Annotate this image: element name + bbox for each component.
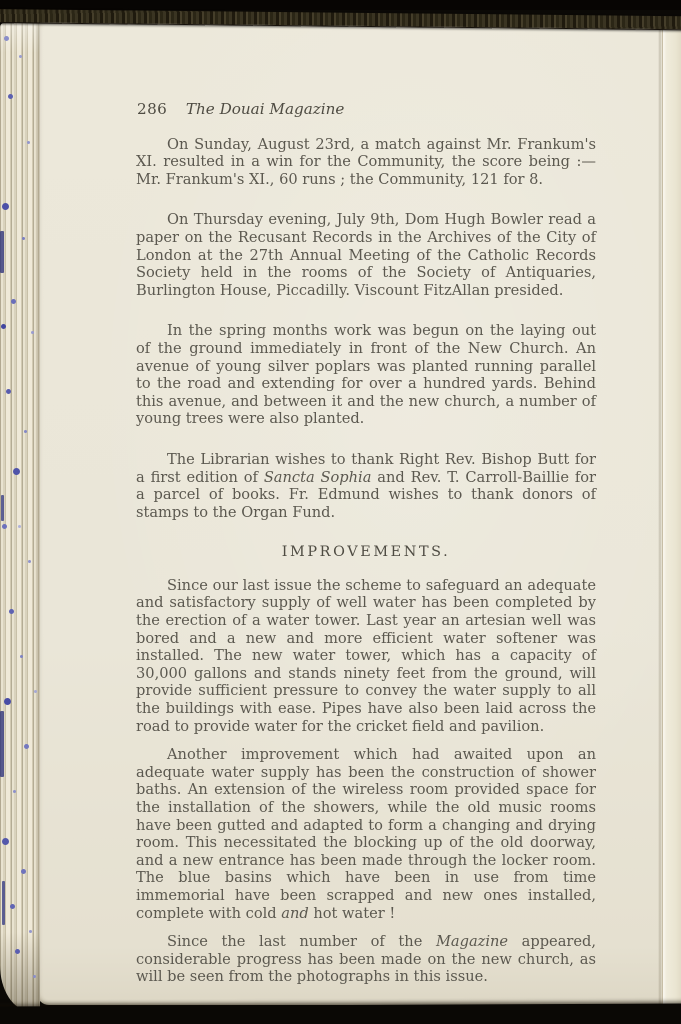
magazine-italic: Magazine [435,933,509,951]
book-page [37,21,681,1005]
paragraph-ground-layout [136,322,596,428]
underlying-page-edge [662,28,681,1005]
page-number: 286 [137,100,168,118]
binding-ink-mark [0,711,4,777]
photo-background-top [0,0,681,10]
page-header [137,101,596,119]
paragraph-text: On Sunday, August 23rd, a match against Mr. Frankum's XI. resulted in a win for the Community, the score being :— Mr. Frankum's XI., 60 runs ; the Community, 121 for 8. [136,135,596,188]
paragraph-text: hot water ! [308,904,396,922]
page-content [136,101,596,997]
paragraph-water-tower [136,577,596,735]
paragraph-librarian-thanks [136,451,596,521]
paragraph-text: Another improvement which had awaited upon an adequate water supply has been the construction of shower baths. An extension of the wireless room provided space for the installation of the showers, while the old music rooms have been gutted and adapted to form a changing and drying room. This necessitated the blocking up of the old doorway, and a new entrance has been made through the locker room. The blue basins which have been in use from time immemorial have been scrapped and new ones installed, complete with cold [136,746,596,922]
paragraph-new-church-progress [136,933,596,986]
book-title-italic: Sancta Sophia [263,468,372,486]
paragraph-match-report [136,136,596,189]
paragraph-text: Since our last issue the scheme to safeguard an adequate and satisfactory supply of well water has been completed by the erection of a water tower. Last year an artesian well was bored and a new and more efficient water softener was installed. The new water tower, which has a capacity of 30,000 gallons and stands ninety feet from the ground, will provide sufficient pressure to convey the water supply to all the buildings with ease. Pipes have also been laid across the road to provide water for the cricket field and pavilion. [136,576,596,735]
paragraph-text: The Librarian wishes to thank Right Rev. Bishop Butt for a first edition of [136,450,596,486]
paragraph-text: On Thursday evening, July 9th, Dom Hugh Bowler read a paper on the Recusant Records in the Archives of the City of London at the 27th Annual Meeting of the Catholic Records Society held in the rooms of the Society of Antiquaries, Burlington House, Piccadilly. Viscount FitzAllan presided. [136,211,596,299]
paragraph-text: and Rev. T. Carroll-Baillie for a parcel of books. Fr. Edmund wishes to thank donors of stamps to the Organ Fund. [136,468,596,521]
binding-ink-mark [1,495,4,521]
paragraph-shower-baths [136,746,596,922]
emphasis-italic: and [281,904,309,922]
binding-ink-mark [2,881,5,925]
blue-ink-speckles [0,23,3,26]
page-stack-edges [0,23,40,1011]
binding-ink-mark [0,231,4,273]
journal-title: The Douai Magazine [185,100,345,118]
paragraph-recusant-records [136,211,596,299]
photo-background-bottom [0,1003,681,1024]
section-heading: IMPROVEMENTS. [281,544,451,561]
paragraph-text: In the spring months work was begun on the laying out of the ground immediately in front of the New Church. An avenue of young silver poplars was planted running parallel to the road and extending for over a hundred yards. Behind this avenue, and between it and the new church, a number of young trees were also planted. [136,322,596,428]
paragraph-text: Since the last number of the [167,933,436,951]
paragraph-text: appeared, considerable progress has been made on the new church, as will be seen from the photographs in this issue. [136,933,596,986]
